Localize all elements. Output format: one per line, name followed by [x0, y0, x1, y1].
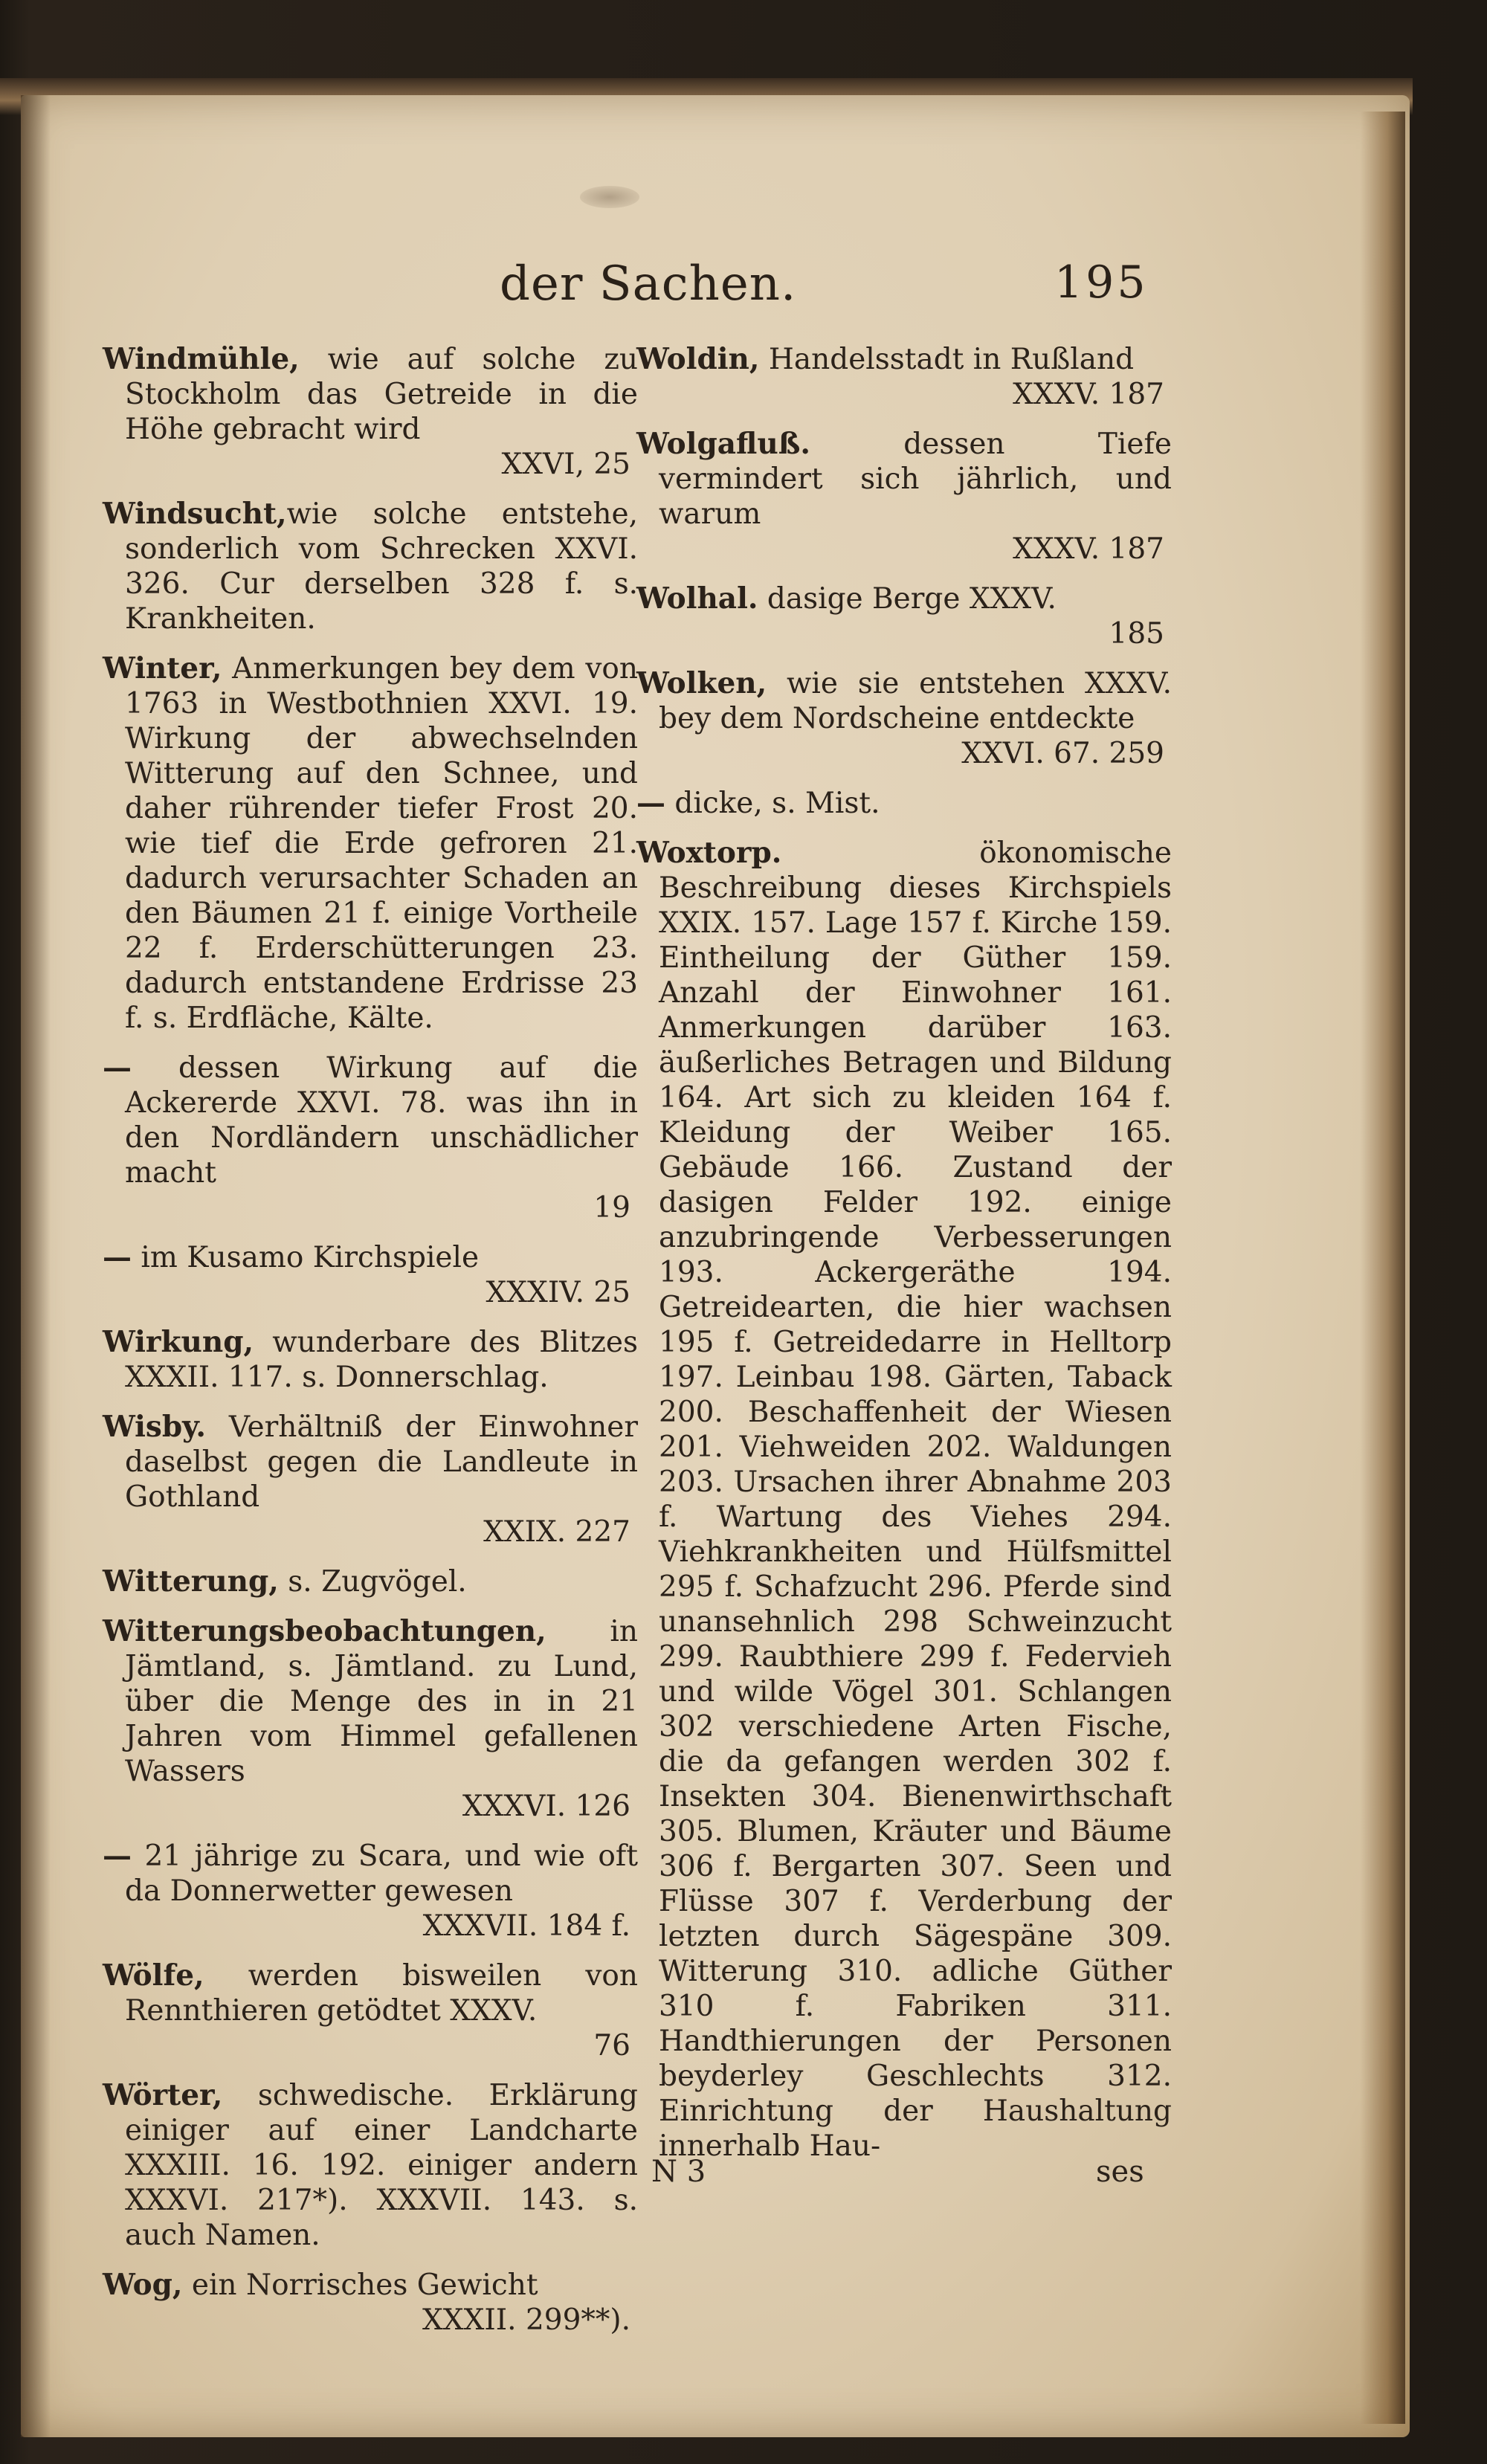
- entry-headword: Winter,: [103, 651, 222, 686]
- entry-text: ein Norrisches Gewicht: [182, 2268, 538, 2302]
- entry-text: s. Zugvögel.: [278, 1565, 467, 1599]
- index-entry: [103, 1564, 638, 1599]
- entry-headword: Wörter,: [103, 2078, 223, 2112]
- entry-text: wie auf solche zu Stockholm das Getreide in die Höhe gebracht wird: [125, 343, 638, 446]
- index-entry: [103, 342, 638, 482]
- entry-text: schwedische. Erklärung einiger auf einer Landcharte XXXIII. 16. 192. einiger andern XXXVI. 217*). XXXVII. 143. s. auch Namen.: [125, 2079, 638, 2252]
- page-fore-edge: [1361, 112, 1405, 2424]
- entry-headword: —: [103, 1240, 132, 1274]
- catchword: ses: [1096, 2155, 1144, 2189]
- entry-headword: —: [636, 786, 665, 820]
- index-entry: [636, 427, 1172, 567]
- entry-text: Anmerkungen bey dem von 1763 in Westbothnien XXVI. 19. Wirkung der abwechselnden Witterung auf den Schnee, und daher rührender tiefer Frost 20. wie tief die Erde gefroren 21. dadurch verursachter Schaden an den Bäumen 21 f. einige Vortheile 22 f. Erderschütterungen 23. dadurch entstandene Erdrisse 23 f. s. Erdfläche, Kälte.: [125, 652, 638, 1035]
- index-entry: [103, 651, 638, 1036]
- entry-headword: Wog,: [103, 2268, 183, 2302]
- page-gutter-shadow: [21, 95, 51, 2437]
- entry-reference: XXXII. 299**).: [422, 2303, 630, 2337]
- index-entry: [636, 786, 1172, 821]
- index-entry: [103, 497, 638, 636]
- index-entry: [103, 2078, 638, 2253]
- index-entry: [103, 1958, 638, 2063]
- index-entry: [636, 342, 1172, 412]
- entry-headword: Wölfe,: [103, 1958, 204, 1993]
- index-entry: [103, 1839, 638, 1944]
- entry-headword: Woxtorp.: [636, 836, 782, 870]
- index-entry: [103, 1240, 638, 1310]
- index-entry: [636, 836, 1172, 2164]
- entry-text: wie solche entstehe, sonderlich vom Schrecken XXVI. 326. Cur derselben 328 f. s. Krankheiten.: [125, 497, 638, 636]
- entry-headword: Witterungsbeobachtungen,: [103, 1614, 546, 1648]
- entry-reference: XXXV. 187: [1013, 378, 1164, 411]
- index-entry: [636, 581, 1172, 651]
- entry-text: Handelsstadt in Rußland: [759, 343, 1135, 376]
- running-head: [0, 257, 1413, 316]
- entry-headword: —: [103, 1051, 132, 1085]
- entry-text: Verhältniß der Einwohner daselbst gegen die Landleute in Gothland: [125, 1410, 638, 1514]
- index-entry: [103, 1325, 638, 1395]
- entry-reference: 19: [593, 1191, 630, 1225]
- index-entry: [103, 1614, 638, 1824]
- entry-reference: XXXV. 187: [1013, 532, 1164, 566]
- entry-text: dicke, s. Mist.: [665, 787, 880, 820]
- entry-headword: —: [103, 1839, 132, 1873]
- entry-headword: Witterung,: [103, 1564, 279, 1599]
- index-entry: [636, 666, 1172, 771]
- entry-headword: Windsucht,: [103, 497, 287, 531]
- entry-reference: 185: [1109, 617, 1164, 651]
- entry-text: dessen Tiefe vermindert sich jährlich, und warum: [659, 428, 1172, 531]
- entry-text: in Jämtland, s. Jämtland. zu Lund, über die Menge des in in 21 Jahren vom Himmel gefallenen Wassers: [125, 1615, 638, 1788]
- entry-reference: XXIX. 227: [483, 1515, 630, 1549]
- page-number: 195: [1054, 257, 1149, 309]
- index-entry: [103, 1410, 638, 1549]
- entry-reference: XXXIV. 25: [486, 1276, 630, 1309]
- entry-text: 21 jährige zu Scara, und wie oft da Donnerwetter gewesen: [125, 1839, 638, 1908]
- entry-headword: Woldin,: [636, 342, 760, 376]
- entry-text: wunderbare des Blitzes XXXII. 117. s. Donnerschlag.: [125, 1326, 638, 1394]
- entry-text: dessen Wirkung auf die Ackererde XXVI. 78. was ihn in den Nordländern unschädlicher macht: [125, 1051, 638, 1190]
- entry-headword: Wolgafluß.: [636, 427, 810, 461]
- entry-reference: XXVI, 25: [501, 448, 630, 481]
- ink-smudge-ornament: [580, 186, 639, 208]
- index-column-left: [103, 342, 638, 2352]
- index-entry: [103, 1051, 638, 1225]
- running-head-title: der Sachen.: [500, 257, 797, 312]
- entry-text: im Kusamo Kirchspiele: [132, 1241, 480, 1274]
- entry-text: ökonomische Beschreibung dieses Kirchspiels XXIX. 157. Lage 157 f. Kirche 159. Eintheilung der Güther 159. Anzahl der Einwohner 161. Anmerkungen darüber 163. äußerliches Betragen und Bildung 164. Art sich zu kleiden 164 f. Kleidung der Weiber 165. Gebäude 166. Zustand der dasigen Felder 192. einige anzubringende Verbesserungen 193. Ackergeräthe 194. Getreidearten, die hier wachsen 195 f. Getreidedarre in Helltorp 197. Leinbau 198. Gärten, Taback 200. Beschaffenheit der Wiesen 201. Viehweiden 202. Waldungen 203. Ursachen ihrer Abnahme 203 f. Wartung des Viehes 294. Viehkrankheiten und Hülfsmittel 295 f. Schafzucht 296. Pferde sind unansehnlich 298 Schweinzucht 299. Raubthiere 299 f. Federvieh und wilde Vögel 301. Schlangen 302 verschiedene Arten Fische, die da gefangen werden 302 f. Insekten 304. Bienenwirthschaft 305. Blumen, Kräuter und Bäume 306 f. Bergarten 307. Seen und Flüsse 307 f. Verderbung der letzten durch Sägespäne 309. Witterung 310. adliche Güther 310 f. Fabriken 311. Handthierungen der Personen beyderley Geschlechts 312. Einrichtung der Haushaltung innerhalb Hau-: [659, 836, 1172, 2163]
- entry-text: dasige Berge XXXV.: [758, 582, 1057, 616]
- entry-headword: Wolhal.: [636, 581, 758, 616]
- signature-mark: N 3: [651, 2155, 706, 2189]
- entry-reference: XXXVI. 126: [462, 1790, 630, 1823]
- entry-text: wie sie entstehen XXXV. bey dem Nordscheine entdeckte: [659, 667, 1172, 735]
- index-column-right: [636, 342, 1172, 2178]
- entry-reference: XXVI. 67. 259: [961, 737, 1164, 770]
- entry-text: werden bisweilen von Rennthieren getödtet XXXV.: [125, 1959, 638, 2028]
- entry-headword: Wolken,: [636, 666, 767, 700]
- index-entry: [103, 2268, 638, 2338]
- entry-reference: 76: [593, 2029, 630, 2063]
- entry-headword: Wirkung,: [103, 1325, 254, 1359]
- entry-headword: Wisby.: [103, 1410, 206, 1444]
- entry-headword: Windmühle,: [103, 342, 300, 376]
- entry-reference: XXXVII. 184 f.: [422, 1909, 630, 1943]
